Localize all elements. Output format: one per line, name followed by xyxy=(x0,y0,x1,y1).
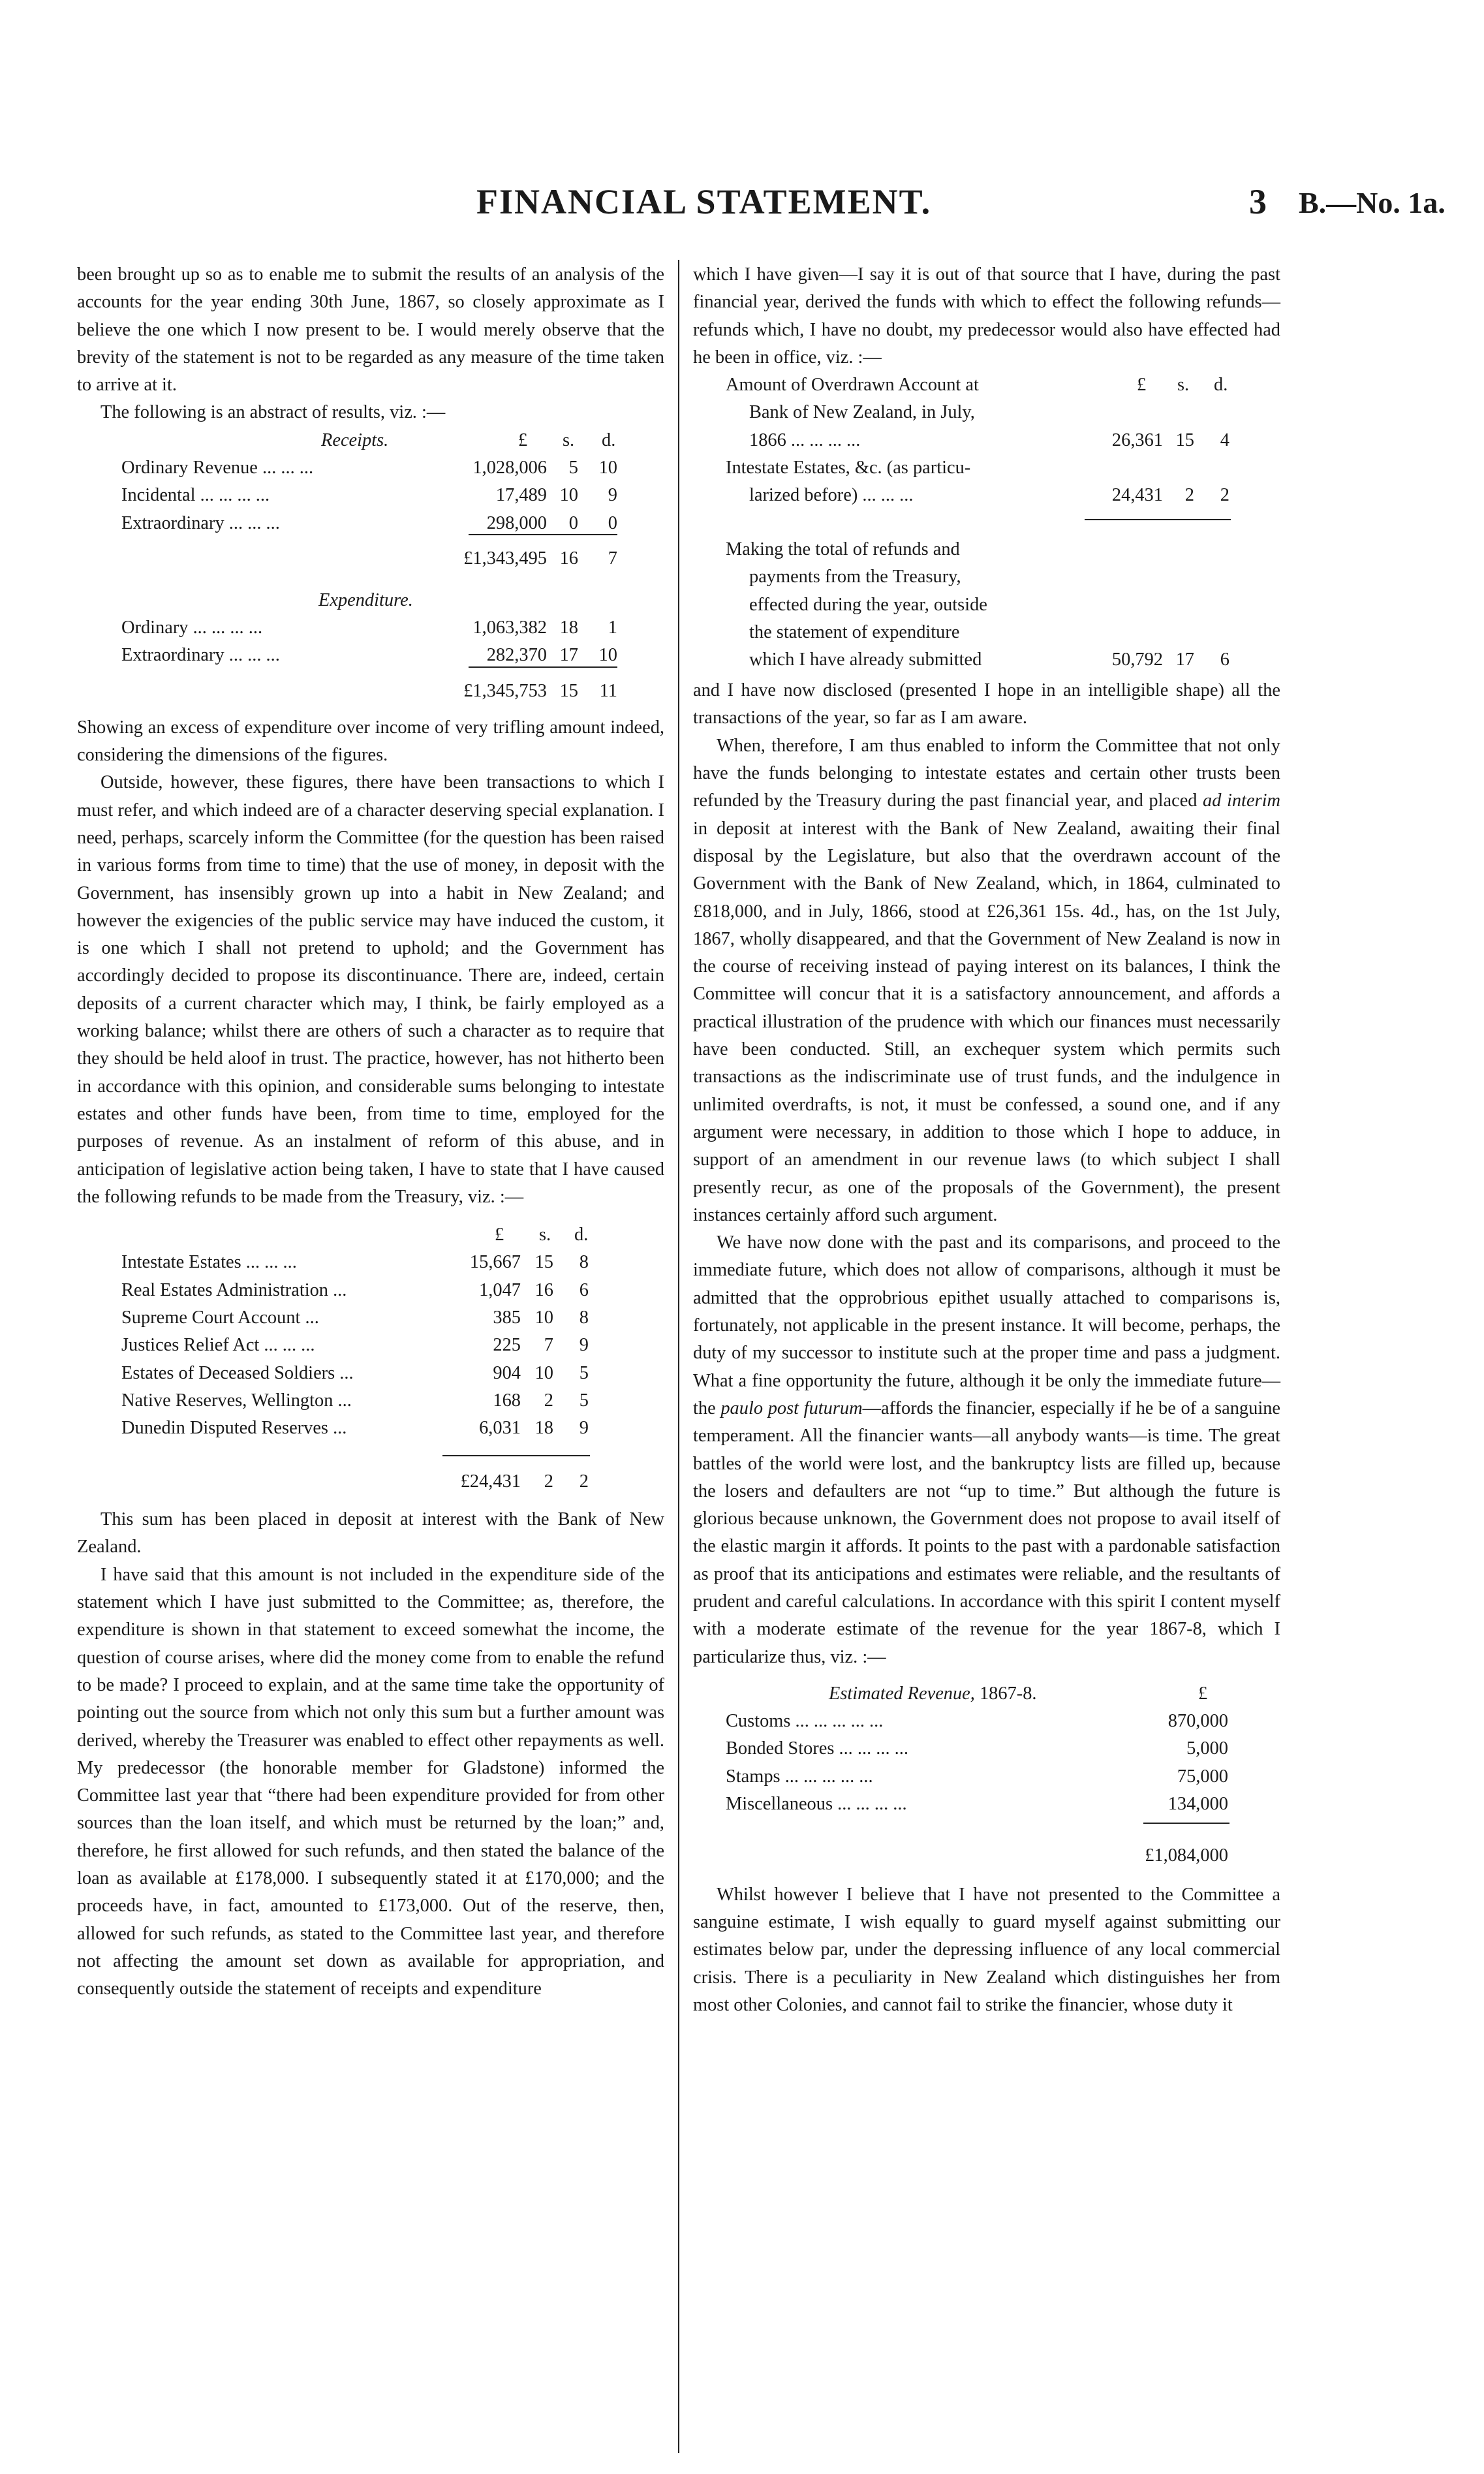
paragraph: Showing an excess of expenditure over income of very trifling amount indeed, considering the dimensions of the figures. xyxy=(77,717,664,766)
column-header-pence: d. xyxy=(602,430,616,450)
table-row: Stamps ... ... ... ... ... 75,000 xyxy=(726,1766,1228,1787)
table-row: Ordinary Revenue ... ... ... 1,028,006 5 10 xyxy=(121,458,617,478)
table-row: Miscellaneous ... ... ... ... 134,000 xyxy=(726,1794,1228,1815)
table-row: Justices Relief Act ... ... ... 225 7 9 xyxy=(121,1335,589,1356)
document-reference: B.—No. 1a. xyxy=(1299,186,1445,219)
estimated-revenue-table xyxy=(693,1671,1280,1830)
column-header-pounds: £ xyxy=(495,1225,504,1245)
column-header-pence: d. xyxy=(1214,375,1228,396)
table-row: Native Reserves, Wellington ... 168 2 5 xyxy=(121,1390,589,1411)
table-row: Extraordinary ... ... ... 298,000 0 0 xyxy=(121,512,617,533)
table-row: larized before) ... ... ... 24,431 2 2 xyxy=(749,485,1229,506)
left-column xyxy=(77,261,664,2003)
total-rule xyxy=(469,534,617,535)
paragraph: which I have given—I say it is out of that source that I have, during the past financial year, derived the funds with which to effect the following refunds—refunds which, I have no doubt, my predecessor would also have effected had he been in office, viz. :— xyxy=(693,264,1280,368)
overdraft-refunds-table: Amount of Overdrawn Account at £ s. d. Bank of New Zealand, in July, 1866 ... ... ... ... 26,361 15 4 Intestate Estates, &c. (as particu- larized before) ... ... ... 24,431 2 2 xyxy=(693,371,1280,567)
table-heading: Receipts. xyxy=(321,430,389,450)
column-divider xyxy=(678,260,679,2453)
column-header-shillings: s. xyxy=(1177,375,1190,396)
table-row: Intestate Estates ... ... ... 15,667 15 8 xyxy=(121,1252,589,1273)
total-rule xyxy=(469,666,617,668)
table-row: Supreme Court Account ... 385 10 8 xyxy=(121,1307,589,1328)
table-row: Customs ... ... ... ... ... 870,000 xyxy=(726,1711,1228,1732)
paragraph: The following is an abstract of results, viz. :— xyxy=(100,402,446,423)
table-row: Bonded Stores ... ... ... ... 5,000 xyxy=(726,1738,1228,1759)
total-rule xyxy=(1085,519,1231,520)
paragraph: Outside, however, these figures, there have been transactions to which I must refer, and which indeed are of a character deserving special explanation. I need, perhaps, scarcely inform the Committee (for the question has been raised in various forms from time to time) that the use of money, in deposit with the Government, has insensibly grown up into a habit in New Zealand; and however the exigencies of the public service may have induced the custom, it is one which I shall not pretend to uphold; and the Government has accordingly decided to propose its discontinuance. There are, indeed, certain deposits of a current character which may, I think, be fairly employed as a working balance; whilst there are others of such a character as to require that they should be held aloof in trust. The practice, however, has not hitherto been in accordance with this opinion, and considerable sums belonging to intestate estates and other funds have been, from time to time, employed for the purposes of revenue. As an instalment of reform of this abuse, and in anticipation of legislative action being taken, I have to state that I have caused the following refunds to be made from the Treasury, viz. :— xyxy=(77,772,664,1207)
column-header-shillings: s. xyxy=(563,430,575,450)
column-header-pence: d. xyxy=(574,1225,589,1245)
table-heading: Estimated Revenue, 1867-8. xyxy=(829,1683,1037,1704)
table-row: 1866 ... ... ... ... 26,361 15 4 xyxy=(749,430,1229,450)
table-row: Extraordinary ... ... ... 282,370 17 10 xyxy=(121,645,617,666)
expenditure-total: £1,345,753 15 11 xyxy=(463,680,617,701)
refunds-table xyxy=(77,1211,664,1456)
column-header-pounds: £ xyxy=(518,430,528,450)
refunds-total: £24,431 2 2 xyxy=(460,1471,589,1492)
column-header-pounds: £ xyxy=(1198,1683,1208,1704)
table-row: Estates of Deceased Soldiers ... 904 10 5 xyxy=(121,1362,589,1383)
page-title: FINANCIAL STATEMENT. xyxy=(476,182,932,221)
paragraph: We have now done with the past and its comparisons, and proceed to the immediate future, which does not allow of comparisons, although it must be admitted that the opprobrious epithet usually attached to comparisons is, fortunately, not applicable in the present instance. It will become, perhaps, the duty of my successor to institute such at the proper time and pass a judgment. What a fine opportunity the future, although it be only the immediate future—the paulo post futurum—affords the financier, especially if he be of a sanguine temperament. All the financier wants—all anybody wants—is time. The great battles of the world were lost, and the bankruptcy lists are filled up, because the losers and defaulters are not “up to time.” But although the future is glorious because unknown, the Government does not propose to avail itself of the elastic margin it affords. It points to the past with a pardonable satisfaction as proof that its anticipations and estimates were reliable, and the resultants of prudent and careful calculations. In accordance with this spirit I content myself with a moderate estimate of the revenue for the year 1867-8, which I particularize thus, viz. :— xyxy=(693,1232,1281,1667)
paragraph: I have said that this amount is not included in the expenditure side of the statement which I have just submitted to the Committee; as, therefore, the expenditure is shown in that statement to exceed somewhat the income, the question of course arises, where did the money come from to enable the refund to be made? I proceed to explain, and at the same time take the opportunity of pointing out the source from which not only this sum but a further amount was derived, whereby the Treasurer was enabled to effect other repayments as well. My predecessor (the honorable member for Gladstone) informed the Committee last year that “there had been expenditure provided for from other sources than the loan itself, and which must be returned by the loan;” and, therefore, he first allowed for such refunds, and then stated the balance of the loan as available at £178,000. I subsequently stated it at £170,000; and the proceeds have, in fact, amounted to £173,000. Out of the reserve, then, allowed for such refunds, as stated to the Committee last year, and therefore not affecting the amount set down as available for appropriation, and consequently outside the statement of receipts and expenditure xyxy=(77,1564,664,1999)
column-header-pounds: £ xyxy=(1137,375,1147,396)
table-row: Real Estates Administration ... 1,047 16 6 xyxy=(121,1279,589,1300)
table-heading: Expenditure. xyxy=(318,589,413,610)
table-row: Incidental ... ... ... ... 17,489 10 9 xyxy=(121,485,617,506)
expenditure-table xyxy=(77,587,664,670)
right-column xyxy=(693,261,1280,2019)
page-number: 3 xyxy=(1249,182,1267,221)
total-rule xyxy=(1143,1823,1229,1824)
table-row: Dunedin Disputed Reserves ... 6,031 18 9 xyxy=(121,1418,589,1439)
making-total-table: Making the total of refunds and payments from the Treasury, effected during the year, outside the statement of expenditure which I have already submitted 50,792 17 6 xyxy=(693,536,1280,677)
table-row: Ordinary ... ... ... ... 1,063,382 18 1 xyxy=(121,618,617,638)
paragraph: been brought up so as to enable me to submit the results of an analysis of the accounts for the year ending 30th June, 1867, so closely approximate as I believe the one which I now present to be. I would merely observe that the brevity of the statement is not to be regarded as any measure of the time taken to arrive at it. xyxy=(77,264,664,396)
receipts-total: £1,343,495 16 7 xyxy=(463,548,617,569)
table-row: which I have already submitted 50,792 17 6 xyxy=(749,650,1229,670)
page-header xyxy=(0,181,1484,234)
paragraph: and I have now disclosed (presented I hope in an intelligible shape) all the transactions of the year, so far as I am aware. xyxy=(693,680,1280,728)
estimated-revenue-total: £1,084,000 xyxy=(1145,1845,1228,1866)
paragraph: Whilst however I believe that I have not presented to the Committee a sanguine estimate, I wish equally to guard myself against submitting our estimates below par, under the depressing influence of any local commercial crisis. There is a peculiarity in New Zealand which distinguishes her from most other Colonies, and cannot fail to strike the financier, whose duty it xyxy=(693,1884,1280,2016)
paragraph: When, therefore, I am thus enabled to inform the Committee that not only have the funds belonging to intestate estates and certain other trusts been refunded by the Treasury during the past financial year, and placed ad interim in deposit at interest with the Bank of New Zealand, awaiting their final disposal by the Legislature, but also that the overdrawn account of the Government with the Bank of New Zealand, which, in 1864, culminated to £818,000, and in July, 1866, stood at £26,361 15s. 4d., has, on the 1st July, 1867, wholly disappeared, and that the Government of New Zealand is now in the course of receiving instead of paying interest on its balances, I think the Committee will concur that it is a satisfactory announcement, and affords a practical illustration of the prudence with which our finances must necessarily have been conducted. Still, an exchequer system which permits such transactions as the indiscriminate use of trust funds, and the indulgence in unlimited overdrafts, is not, it must be confessed, a sound one, and if any argument were necessary, in addition to those which I hope to adduce, in support of an amendment in our revenue laws (to which subject I shall presently recur, as one of the proposals of the Government), the present instances certainly afford such argument. xyxy=(693,735,1280,1225)
column-header-shillings: s. xyxy=(539,1225,551,1245)
paragraph: This sum has been placed in deposit at interest with the Bank of New Zealand. xyxy=(77,1509,664,1558)
receipts-table xyxy=(77,427,664,537)
